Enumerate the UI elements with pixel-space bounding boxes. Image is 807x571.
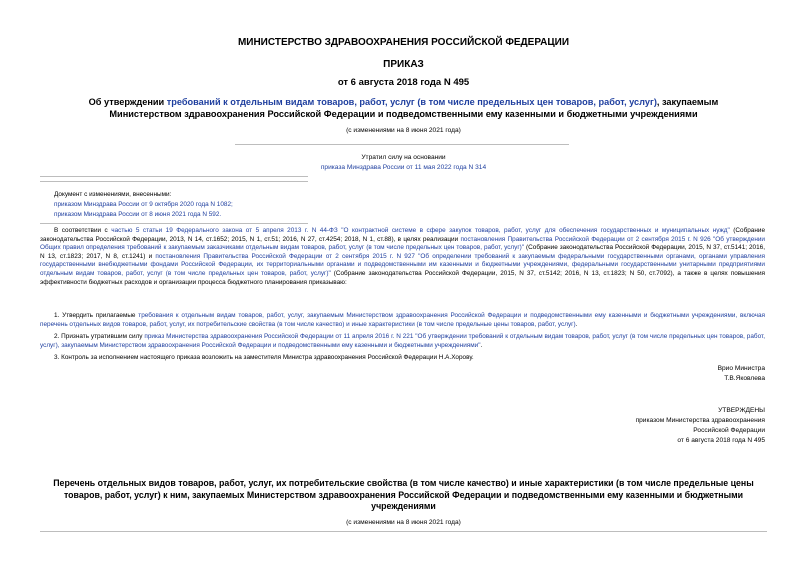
amendments-block [54, 190, 233, 220]
amended-note: (с изменениями на 8 июня 2021 года) [346, 127, 461, 134]
preamble-text: В соответствии с [54, 227, 112, 234]
divider [40, 531, 767, 532]
signature-name: Т.В.Яковлева [724, 375, 765, 382]
divider [40, 223, 308, 224]
title-prefix: Об утверждении [88, 97, 167, 107]
law-link[interactable]: частью 5 статьи 19 Федерального закона от 5 апреля 2013 г. N 44-ФЗ "О контрактной системе в сфере закупок товаров, работ, услуг для обеспечения государственных и муниципальных нужд" [111, 227, 730, 234]
approved-line: от 6 августа 2018 года N 495 [677, 437, 765, 444]
amendment-link[interactable]: приказом Минздрава России от 8 июня 2021 года N 592. [54, 211, 222, 218]
preamble-text: (Собрание законодательства Российской Федерации, 2015, N 37, ст.5142; 2016, N 13, ст.1823; N 50, ст.7092), а также в целях повышения эффективности бюджетных расходов и организации процесса бюджетного планирования приказываю: [40, 269, 765, 286]
status-text: Утратил силу на основании [361, 154, 446, 161]
approved-line: приказом Министерства здравоохранения [635, 417, 765, 424]
item-3: 3. Контроль за исполнением настоящего приказа возложить на заместителя Министра здравоохранения Российской Федерации Н.А.Хорову. [54, 354, 474, 361]
annex-title: Перечень отдельных видов товаров, работ, услуг, их потребительские свойства (в том числе качество) и иные характеристики (в том числе предельные цены товаров, работ, услуг) к ним, закупаемых Министерством здравоохранения Российской Федерации и подведомственными ему казенными и бюджетными учреждениями [53, 478, 754, 511]
preamble-text: (Собрание законодательства Российской Федерации, 2015, N 37, ст.5141; 2016, N 13, ст.1823; 2017, N 8, ст.1241) и [40, 244, 765, 260]
doc-title [60, 96, 747, 120]
item-text: . [480, 341, 483, 349]
repealed-order-link[interactable]: приказ Министерства здравоохранения Российской Федерации от 11 апреля 2016 г. N 221 "Об утверждении требований к отдельным видам товаров, работ, услуг (в том числе предельных цен товаров, работ, услуг), закупаемым Министерством здравоохранения Российской Федерации и подведомственными ему казенными и бюджетными учреждениями" [40, 333, 765, 349]
divider [40, 181, 308, 182]
amendment-link[interactable]: приказом Минздрава России от 9 октября 2020 года N 1082; [54, 201, 233, 208]
divider [235, 144, 569, 145]
divider [40, 176, 308, 177]
ministry-heading: МИНИСТЕРСТВО ЗДРАВООХРАНЕНИЯ РОССИЙСКОЙ ФЕДЕРАЦИИ [237, 37, 570, 48]
title-suffix: , закупаемым Министерством здравоохранения Российской Федерации и подведомственными ему казенными и бюджетными учреждениями [109, 97, 719, 119]
approved-line: Российской Федерации [693, 427, 765, 434]
item-text: . [575, 320, 578, 328]
approved-label: УТВЕРЖДЕНЫ [718, 407, 765, 414]
item-2 [40, 333, 765, 350]
item-text: 2. Признать утратившим силу [54, 333, 145, 340]
item-1 [40, 312, 765, 329]
doc-type: ПРИКАЗ [383, 59, 424, 70]
amendments-intro: Документ с изменениями, внесенными: [54, 191, 172, 198]
item-text: 1. Утвердить прилагаемые [54, 312, 139, 319]
requirements-link[interactable]: требования к отдельным видам товаров, работ, услуг, закупаемым Министерством здравоохранения Российской Федерации и подведомственными ему казенными и бюджетными учреждениями, включая перечень отдельных видов товаров, работ, услуг, их потребительские свойства (в том числе качество) и иные характеристики (в том числе предельные цены товаров, работ, услуг) [40, 312, 765, 328]
preamble-text: (Собрание законодательства Российской Федерации, 2013, N 14, ст.1652; 2015, N 1, ст.51; 2016, N 27, ст.4254; 2018, N 1, ст.88), в целях реализации [40, 227, 766, 243]
decree-927-link[interactable]: постановления Правительства Российской Федерации от 2 сентября 2015 г. N 927 "Об определении требований к закупаемым федеральными государственными органами, органами управления государственными внебюджетными фондами Российской Федерации, их территориальными органами и подведомственными им казенными и бюджетными учреждениями, федеральными государственными унитарными предприятиями отдельным видам товаров, работ, услуг (в том числе предельных цен товаров, работ, услуг)" [40, 252, 765, 277]
decree-926-link[interactable]: постановления Правительства Российской Федерации от 2 сентября 2015 г. N 926 "Об утверждении Общих правил определения требований к закупаемым заказчиками отдельным видам товаров, работ, услуг (в том числе предельных цен товаров, работ, услуг)" [40, 235, 765, 252]
doc-date-number: от 6 августа 2018 года N 495 [337, 77, 470, 88]
status-link[interactable]: приказа Минздрава России от 11 мая 2022 года N 314 [320, 164, 487, 171]
title-link[interactable]: требований к отдельным видам товаров, работ, услуг (в том числе предельных цен товаров, работ, услуг) [166, 97, 657, 107]
preamble-paragraph [40, 227, 765, 287]
signature-role: Врио Министра [717, 365, 765, 372]
annex-amended-note: (с изменениями на 8 июня 2021 года) [346, 519, 461, 526]
